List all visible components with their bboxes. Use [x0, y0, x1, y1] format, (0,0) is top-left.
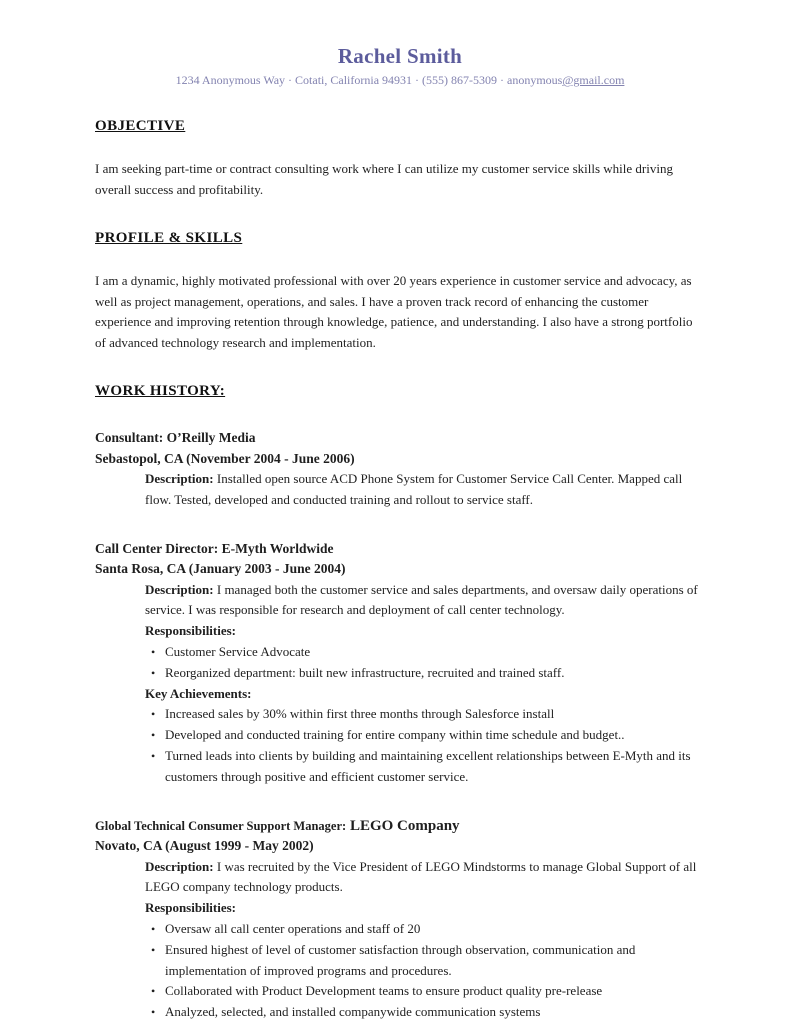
resume-header — [95, 44, 705, 88]
achievements-list — [165, 704, 705, 787]
job-location-dates: Novato, CA (August 1999 - May 2002) — [95, 838, 314, 854]
email-link[interactable]: @gmail.com — [562, 73, 625, 87]
person-name: Rachel Smith — [337, 44, 463, 68]
contact-text: 1234 Anonymous Way · Cotati, California 94931 · (555) 867-5309 · anonymous — [175, 73, 563, 87]
bullet-item: • Analyzed, selected, and installed companywide communication systems — [165, 1002, 705, 1023]
bullet-item: • Reorganized department: built new infrastructure, recruited and trained staff. — [165, 663, 705, 684]
bullet-item: • Oversaw all call center operations and staff of 20 — [165, 919, 705, 940]
job-description — [145, 580, 705, 622]
key-achievements-label: Key Achievements: — [145, 685, 252, 701]
objective-heading: OBJECTIVE — [95, 118, 186, 134]
responsibilities-label: Responsibilities: — [145, 900, 237, 916]
description-text: Installed open source ACD Phone System for Customer Service Call Center. Mapped call flow. Tested, developed and conducted training and rollout to service staff. — [145, 471, 683, 507]
responsibilities-label: Responsibilities: — [145, 623, 237, 639]
job-description — [145, 857, 705, 899]
bullet-item: • Ensured highest of level of customer satisfaction through observation, communication and implementation of improved programs and procedures. — [165, 940, 705, 982]
work-history-heading: WORK HISTORY: — [95, 383, 226, 399]
profile-skills-text: I am a dynamic, highly motivated professional with over 20 years experience in customer service and advocacy, as well as project management, operations, and sales. I have a proven track record of enhancing the customer experience and improving retention through knowledge, patience, and understanding. I also have a strong portfolio of advanced technology research and implementation. — [95, 273, 693, 350]
contact-line — [95, 73, 705, 88]
bullet-item: • Collaborated with Product Development teams to ensure product quality pre-release — [165, 981, 705, 1002]
bullet-item: • Developed and conducted training for entire company within time schedule and budget.. — [165, 725, 705, 746]
description-text: I managed both the customer service and sales departments, and oversaw daily operations of service. I was responsible for research and deployment of call center technology. — [145, 581, 698, 618]
description-label: Description: — [145, 471, 214, 486]
profile-skills-heading: PROFILE & SKILLS — [95, 230, 243, 246]
bullet-item: • Increased sales by 30% within first three months through Salesforce install — [165, 704, 705, 725]
job-title-company: LEGO Company — [346, 817, 460, 834]
description-label: Description: — [145, 858, 214, 874]
job-location-dates: Santa Rosa, CA (January 2003 - June 2004) — [95, 561, 346, 577]
job-description — [145, 469, 705, 511]
responsibilities-list — [165, 919, 705, 1023]
job-entry-oreilly — [95, 428, 705, 511]
description-text: I was recruited by the Vice President of LEGO Mindstorms to manage Global Support of all LEGO company technology products. — [145, 858, 697, 895]
objective-text: I am seeking part-time or contract consulting work where I can utilize my customer service skills while driving overall success and profitability. — [95, 161, 673, 197]
description-label: Description: — [145, 581, 214, 597]
responsibilities-list — [165, 642, 705, 684]
bullet-item: • Turned leads into clients by building and maintaining excellent relationships between E-Myth and its customers through positive and efficient customer service. — [165, 746, 705, 788]
job-title-role: Global Technical Consumer Support Manager: — [95, 818, 347, 833]
job-location-dates: Sebastopol, CA (November 2004 - June 2006) — [95, 450, 355, 466]
job-entry-emyth — [95, 539, 705, 788]
job-entry-lego — [95, 816, 705, 1023]
job-title — [95, 816, 705, 837]
bullet-item: • Customer Service Advocate — [165, 642, 705, 663]
job-title: Consultant: O’Reilly Media — [95, 430, 256, 445]
job-title: Call Center Director: E-Myth Worldwide — [95, 540, 334, 556]
